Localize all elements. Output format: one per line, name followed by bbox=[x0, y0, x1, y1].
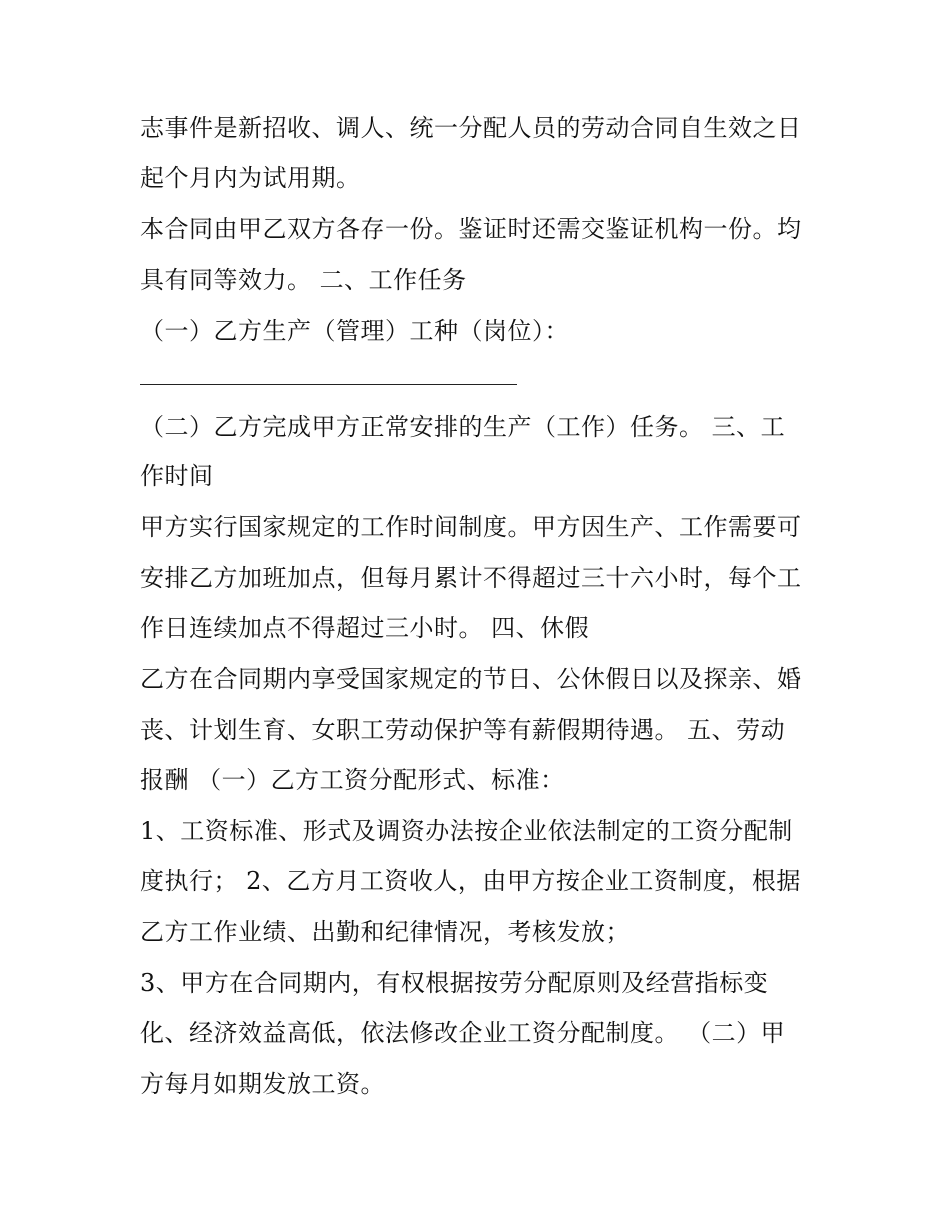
text-line-6: （二）乙方完成甲方正常安排的生产（工作）任务。 三、工 bbox=[140, 413, 786, 441]
text-line-1: 志事件是新招收、调人、统一分配人员的劳动合同自生效之日 bbox=[140, 114, 802, 142]
text-line-18: 化、经济效益高低，依法修改企业工资分配制度。 （二）甲 bbox=[140, 1019, 786, 1047]
text-line-3: 本合同由甲乙双方各存一份。鉴证时还需交鉴证机构一份。均 bbox=[140, 215, 802, 243]
text-line-13: 报酬 （一）乙方工资分配形式、标准： bbox=[140, 766, 565, 794]
text-line-8: 甲方实行国家规定的工作时间制度。甲方因生产、工作需要可 bbox=[140, 513, 802, 541]
text-line-17: 3、甲方在合同期内，有权根据按劳分配原则及经营指标变 bbox=[140, 969, 769, 997]
text-line-14: 1、工资标准、形式及调资办法按企业依法制定的工资分配制 bbox=[140, 817, 793, 845]
fill-in-blank-line bbox=[140, 384, 517, 385]
text-line-2: 起个月内为试用期。 bbox=[140, 164, 361, 192]
text-line-11: 乙方在合同期内享受国家规定的节日、公休假日以及探亲、婚 bbox=[140, 665, 802, 693]
text-line-9: 安排乙方加班加点，但每月累计不得超过三十六小时，每个工 bbox=[140, 564, 802, 592]
text-line-7: 作时间 bbox=[140, 462, 214, 490]
text-line-16: 乙方工作业绩、出勤和纪律情况，考核发放； bbox=[140, 918, 630, 946]
text-line-19: 方每月如期发放工资。 bbox=[140, 1070, 385, 1098]
text-line-4: 具有同等效力。 二、工作任务 bbox=[140, 266, 467, 294]
text-line-10: 作日连续加点不得超过三小时。 四、休假 bbox=[140, 614, 590, 642]
text-line-12: 丧、计划生育、女职工劳动保护等有薪假期待遇。 五、劳动 bbox=[140, 716, 786, 744]
text-line-15: 度执行； 2、乙方月工资收人，由甲方按企业工资制度，根据 bbox=[140, 867, 801, 895]
text-line-5: （一）乙方生产（管理）工种（岗位）： bbox=[140, 317, 569, 345]
